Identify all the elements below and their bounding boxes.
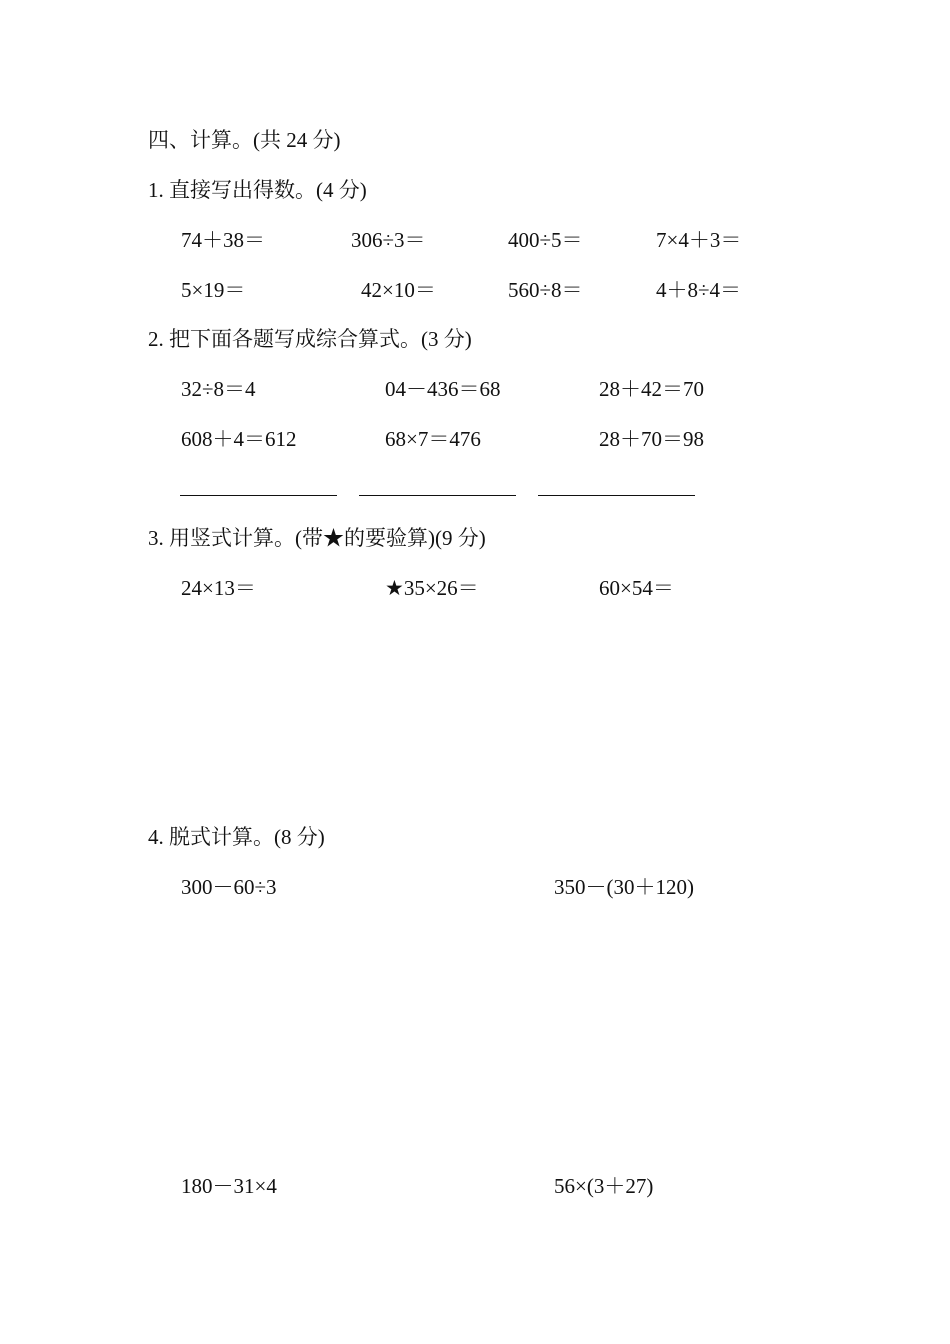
q1-item: 4＋8÷4＝ <box>656 278 742 302</box>
q2-item: 04－436＝68 <box>385 377 501 401</box>
answer-blank[interactable] <box>359 495 516 496</box>
q1-item: 306÷3＝ <box>351 228 426 252</box>
q2-item: 68×7＝476 <box>385 427 481 451</box>
q3-heading: 3. 用竖式计算。(带★的要验算)(9 分) <box>148 526 486 550</box>
q2-heading: 2. 把下面各题写成综合算式。(3 分) <box>148 327 472 351</box>
q4-item: 180－31×4 <box>181 1174 277 1198</box>
q1-item: 74＋38＝ <box>181 228 265 252</box>
q1-item: 560÷8＝ <box>508 278 583 302</box>
q4-item: 350－(30＋120) <box>554 875 694 899</box>
q2-item: 28＋70＝98 <box>599 427 704 451</box>
q3-item: ★35×26＝ <box>385 576 479 600</box>
q4-item: 56×(3＋27) <box>554 1174 654 1198</box>
q4-item: 300－60÷3 <box>181 875 277 899</box>
q2-item: 32÷8＝4 <box>181 377 256 401</box>
q1-item: 7×4＋3＝ <box>656 228 742 252</box>
answer-blank[interactable] <box>180 495 337 496</box>
q2-item: 28＋42＝70 <box>599 377 704 401</box>
q4-heading: 4. 脱式计算。(8 分) <box>148 825 325 849</box>
q1-item: 5×19＝ <box>181 278 246 302</box>
answer-blank[interactable] <box>538 495 695 496</box>
q3-item: 24×13＝ <box>181 576 256 600</box>
q1-item: 400÷5＝ <box>508 228 583 252</box>
section-title: 四、计算。(共 24 分) <box>148 128 341 152</box>
q3-item: 60×54＝ <box>599 576 674 600</box>
q2-item: 608＋4＝612 <box>181 427 297 451</box>
q1-heading: 1. 直接写出得数。(4 分) <box>148 178 367 202</box>
q1-item: 42×10＝ <box>361 278 436 302</box>
